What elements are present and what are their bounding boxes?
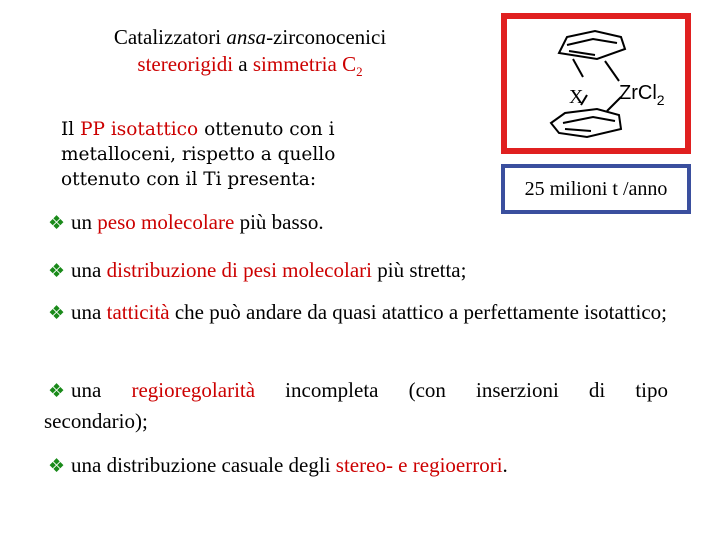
bullet-diamond-icon: ❖ (48, 302, 66, 324)
intro-highlight: PP isotattico (80, 119, 199, 140)
bullet-text: . (502, 453, 508, 477)
title-italic: ansa (226, 25, 267, 49)
bullet-text: una (71, 300, 107, 324)
bullet-item (44, 297, 668, 328)
bullet-highlight: peso molecolare (97, 210, 235, 234)
bullet-text: più stretta; (371, 258, 467, 282)
bullet-highlight: tatticità (106, 300, 170, 324)
bullet-highlight: regioregolarità (131, 378, 256, 402)
metallocene-structure-box (501, 13, 691, 154)
bullet-text: più basso. (234, 210, 324, 234)
title-text: Catalizzatori (113, 25, 227, 49)
bullet-item (48, 450, 508, 481)
bullet-item (44, 375, 668, 436)
production-volume-text: 25 milioni t /anno (524, 177, 668, 200)
title-line-2 (60, 51, 440, 85)
intro-paragraph (61, 117, 391, 192)
bullet-diamond-icon: ❖ (48, 260, 66, 282)
bullet-text: una (71, 378, 132, 402)
bullet-diamond-icon: ❖ (48, 212, 66, 234)
bullet-highlight: stereo- e regioerrori (335, 453, 503, 477)
bullet-text: incompleta (con inserzioni di tipo secondario); (44, 378, 668, 433)
intro-text: Il (61, 119, 81, 140)
bridge-x-label: X (569, 86, 584, 108)
production-volume-box (501, 164, 691, 214)
title-text: -zirconocenici (266, 25, 387, 49)
bullet-item (48, 207, 324, 238)
title-red-text: stereorigidi (137, 52, 234, 76)
upper-cyclopentadienyl-ring (559, 31, 625, 59)
zirconium-label: ZrCl$_2$ (619, 82, 665, 108)
bullet-text: un (71, 210, 98, 234)
lower-cyclopentadienyl-ring (551, 109, 621, 137)
title-text: a (233, 52, 253, 76)
bullet-highlight: distribuzione di pesi molecolari (106, 258, 372, 282)
bullet-item (48, 255, 466, 286)
slide-title (60, 24, 440, 85)
intro-text: ottenuto con i metalloceni, rispetto a quello ottenuto con il Ti presenta: (61, 119, 336, 190)
bullet-diamond-icon: ❖ (48, 380, 66, 402)
bullet-diamond-icon: ❖ (48, 455, 66, 477)
bullet-text: che può andare da quasi atattico a perfettamente isotattico; (169, 300, 667, 324)
metallocene-structure-diagram (507, 19, 685, 148)
title-line-1 (60, 24, 440, 51)
title-red-text: simmetria C (252, 52, 357, 76)
title-subscript: 2 (356, 64, 363, 80)
bullet-text: una distribuzione casuale degli (71, 453, 336, 477)
bullet-text: una (71, 258, 107, 282)
